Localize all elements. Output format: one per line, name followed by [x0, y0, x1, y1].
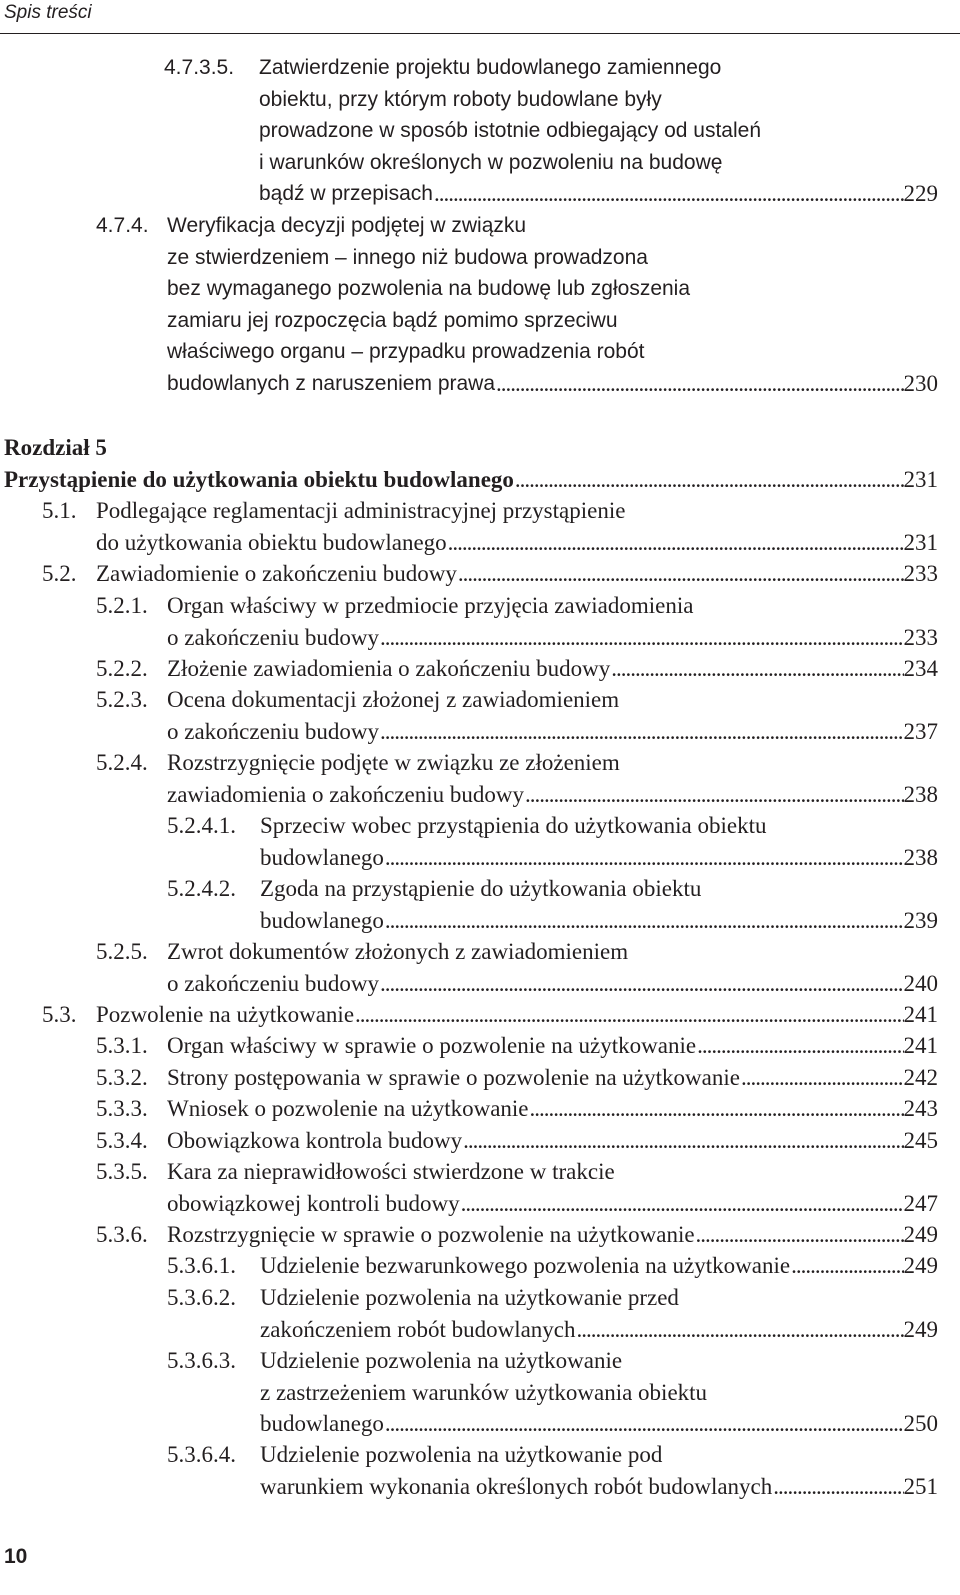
toc-entry-number: 5.3.6.3.: [167, 1348, 236, 1373]
toc-entry-title: Rozstrzygnięcie w sprawie o pozwolenie na użytkowanie: [167, 1222, 695, 1247]
toc-entry-number: 5.2.3.: [96, 687, 148, 712]
dot-leader: [384, 905, 904, 937]
toc-entry-number: 5.2.4.1.: [167, 813, 236, 838]
toc-entry-number: 5.2.2.: [96, 656, 148, 681]
toc-entry-title: budowlanego: [260, 907, 384, 933]
toc-entry-number: 5.3.2.: [96, 1065, 148, 1090]
toc-page-number: 230: [903, 370, 938, 396]
toc-entry-title: o zakończeniu budowy: [167, 970, 380, 996]
toc-page-number: 250: [903, 1411, 938, 1436]
toc-entry-number: 4.7.3.5.: [164, 56, 235, 79]
toc-entry[interactable]: [96, 747, 938, 810]
toc-entry-title: Złożenie zawiadomienia o zakończeniu budowy: [167, 656, 611, 681]
dot-leader: [696, 1030, 903, 1062]
toc-entry-line: właściwego organu – przypadku prowadzenia robót: [167, 340, 645, 363]
toc-entry-line: Zwrot dokumentów złożonych z zawiadomieniem: [167, 939, 629, 964]
toc-entry-line: Organ właściwy w przedmiocie przyjęcia zawiadomienia: [167, 593, 694, 618]
toc-entry-title: budowlanego: [260, 1411, 384, 1436]
toc-page-number: 234: [903, 656, 938, 681]
toc-entry-number: 5.3.5.: [96, 1159, 148, 1184]
toc-entry-number: 5.2.5.: [96, 939, 148, 964]
toc-page-number: 249: [903, 1222, 938, 1247]
toc-page-number: 237: [903, 718, 938, 744]
toc-entry-title: warunkiem wykonania określonych robót budowlanych: [260, 1473, 773, 1499]
toc-entry[interactable]: [167, 1439, 938, 1502]
toc-entry-title: budowlanego: [260, 844, 384, 870]
toc-entry-line: Weryfikacja decyzji podjętej w związku: [167, 214, 527, 237]
dot-leader: [384, 1408, 904, 1440]
toc-page-number: 239: [903, 907, 938, 933]
dot-leader: [514, 464, 904, 496]
toc-entry-number: 5.3.3.: [96, 1096, 148, 1121]
toc-entry[interactable]: [96, 210, 938, 399]
dot-leader: [695, 1219, 904, 1251]
toc-entry[interactable]: [167, 1345, 938, 1440]
toc-page-number: 245: [903, 1128, 938, 1153]
toc-entry-line: Udzielenie pozwolenia na użytkowanie pod: [260, 1442, 663, 1467]
toc-entry[interactable]: [96, 936, 938, 999]
toc-entry[interactable]: [42, 558, 938, 590]
toc-entry[interactable]: [96, 1093, 938, 1125]
toc-entry-number: 4.7.4.: [96, 214, 149, 237]
toc-entry-title: Organ właściwy w sprawie o pozwolenie na użytkowanie: [167, 1033, 697, 1058]
toc-entry[interactable]: [167, 1250, 938, 1282]
dot-leader: [790, 1250, 903, 1282]
toc-entry-line: Podlegające reglamentacji administracyjnej przystąpienie: [96, 498, 626, 523]
toc-entry[interactable]: [96, 653, 938, 685]
dot-leader: [354, 999, 903, 1031]
toc-page-number: 243: [903, 1096, 938, 1121]
toc-entry-number: 5.3.1.: [96, 1033, 148, 1058]
toc-entry-title: Wniosek o pozwolenie na użytkowanie: [167, 1096, 529, 1121]
dot-leader: [740, 1062, 904, 1094]
toc-entry-line: Udzielenie pozwolenia na użytkowanie przed: [260, 1285, 679, 1310]
toc-entry[interactable]: [96, 684, 938, 747]
toc-page-number: 247: [903, 1190, 938, 1216]
toc-entry-number: 5.3.6.2.: [167, 1285, 236, 1310]
dot-leader: [610, 653, 903, 685]
toc-entry-title: Obowiązkowa kontrola budowy: [167, 1128, 463, 1153]
toc-entry-line: Udzielenie pozwolenia na użytkowanie: [260, 1348, 623, 1373]
dot-leader: [447, 527, 904, 559]
running-header: Spis treści: [4, 2, 92, 23]
toc-entry[interactable]: [96, 1125, 938, 1157]
toc-page-number: 229: [903, 181, 938, 206]
toc-page-number: 233: [903, 624, 938, 650]
toc-entry-line: Zgoda na przystąpienie do użytkowania obiektu: [260, 876, 702, 901]
toc-entry-title: Pozwolenie na użytkowanie: [96, 1002, 355, 1027]
toc-page-number: 231: [903, 529, 938, 555]
toc-entry[interactable]: [167, 810, 938, 873]
toc-entry-title: Zawiadomienie o zakończeniu budowy: [96, 561, 457, 586]
dot-leader: [460, 1188, 904, 1220]
toc-entry-number: 5.3.6.4.: [167, 1442, 236, 1467]
toc-entry-line: ze stwierdzeniem – innego niż budowa prowadzona: [167, 245, 648, 269]
toc-entry[interactable]: [164, 52, 938, 210]
toc-entry-number: 5.3.6.: [96, 1222, 148, 1247]
dot-leader: [379, 622, 903, 654]
toc-entry[interactable]: [96, 590, 938, 653]
toc-entry-line: bez wymaganego pozwolenia na budowę lub zgłoszenia: [167, 277, 691, 300]
toc-entry-number: 5.2.4.: [96, 750, 148, 775]
toc-entry-line: Sprzeciw wobec przystąpienia do użytkowania obiektu: [260, 813, 767, 838]
toc-entry-number: 5.2.: [42, 561, 77, 586]
toc-entry[interactable]: [96, 1062, 938, 1094]
toc-entry[interactable]: [167, 873, 938, 936]
toc-entry-line: Ocena dokumentacji złożonej z zawiadomieniem: [167, 687, 620, 712]
toc-page-number: 251: [903, 1473, 938, 1499]
toc-entry[interactable]: [96, 1030, 938, 1062]
toc-entry-line: Kara za nieprawidłowości stwierdzone w trakcie: [167, 1159, 615, 1184]
toc-entry-number: 5.3.: [42, 1002, 77, 1027]
dot-leader: [379, 968, 903, 1000]
toc-entry-title: o zakończeniu budowy: [167, 624, 380, 650]
toc-entry-line: Zatwierdzenie projektu budowlanego zamiennego: [259, 56, 722, 79]
dot-leader: [524, 779, 903, 811]
toc-entry-title: budowlanych z naruszeniem prawa: [167, 371, 496, 395]
dot-leader: [576, 1314, 904, 1346]
chapter-label: Rozdział 5: [4, 435, 107, 460]
toc-entry-title: o zakończeniu budowy: [167, 718, 380, 744]
toc-entry-title: do użytkowania obiektu budowlanego: [96, 529, 447, 555]
toc-entry-title: Udzielenie bezwarunkowego pozwolenia na użytkowanie: [260, 1253, 791, 1278]
toc-page-number: 233: [903, 561, 938, 586]
toc-entry[interactable]: [167, 1282, 938, 1345]
toc-entry-title: Strony postępowania w sprawie o pozwolenie na użytkowanie: [167, 1065, 740, 1090]
toc-entry-title: Przystąpienie do użytkowania obiektu budowlanego: [4, 467, 514, 492]
dot-leader: [772, 1471, 903, 1503]
toc-page-number: 238: [903, 781, 938, 807]
toc-entry[interactable]: [42, 495, 938, 558]
toc-page-number: 240: [903, 970, 938, 996]
toc-entry-number: 5.3.6.1.: [167, 1253, 236, 1278]
toc-entry-line: prowadzone w sposób istotnie odbiegający od ustaleń: [259, 119, 762, 142]
toc-entry-number: 5.1.: [42, 498, 77, 523]
dot-leader: [529, 1093, 904, 1125]
dot-leader: [462, 1125, 903, 1157]
toc-entry-line: obiektu, przy którym roboty budowlane były: [259, 87, 662, 111]
dot-leader: [379, 716, 903, 748]
toc-page-number: 231: [903, 467, 938, 492]
toc-entry-title: bądź w przepisach: [259, 182, 433, 205]
header-rule: [0, 33, 960, 34]
toc-page-number: 249: [903, 1316, 938, 1342]
toc-page-number: 241: [903, 1002, 938, 1027]
toc-page-number: 249: [903, 1253, 938, 1278]
toc-entry-line: i warunków określonych w pozwoleniu na budowę: [259, 150, 723, 174]
dot-leader: [384, 842, 904, 874]
toc-entry-number: 5.2.4.2.: [167, 876, 236, 901]
toc-page-number: 238: [903, 844, 938, 870]
toc-entry-line: Rozstrzygnięcie podjęte w związku ze złożeniem: [167, 750, 620, 775]
dot-leader: [433, 178, 904, 210]
toc-entry-chapter-title[interactable]: [4, 464, 938, 496]
toc-entry-title: zawiadomienia o zakończeniu budowy: [167, 781, 525, 807]
toc-entry-title: obowiązkowej kontroli budowy: [167, 1190, 460, 1216]
page-number: 10: [4, 1545, 28, 1568]
toc-entry[interactable]: [96, 1156, 938, 1219]
toc-entry-number: 5.3.4.: [96, 1128, 148, 1153]
toc-entry-line: zamiaru jej rozpoczęcia bądź pomimo sprzeciwu: [167, 308, 618, 332]
toc-entry-number: 5.2.1.: [96, 593, 148, 618]
dot-leader: [457, 558, 904, 590]
toc-page-number: 241: [903, 1033, 938, 1058]
toc-entry[interactable]: [96, 1219, 938, 1251]
toc-entry[interactable]: [42, 999, 938, 1031]
dot-leader: [495, 368, 903, 400]
toc-page-number: 242: [903, 1065, 938, 1090]
toc-entry-line: z zastrzeżeniem warunków użytkowania obiektu: [260, 1379, 708, 1405]
toc-entry-title: zakończeniem robót budowlanych: [260, 1316, 576, 1342]
